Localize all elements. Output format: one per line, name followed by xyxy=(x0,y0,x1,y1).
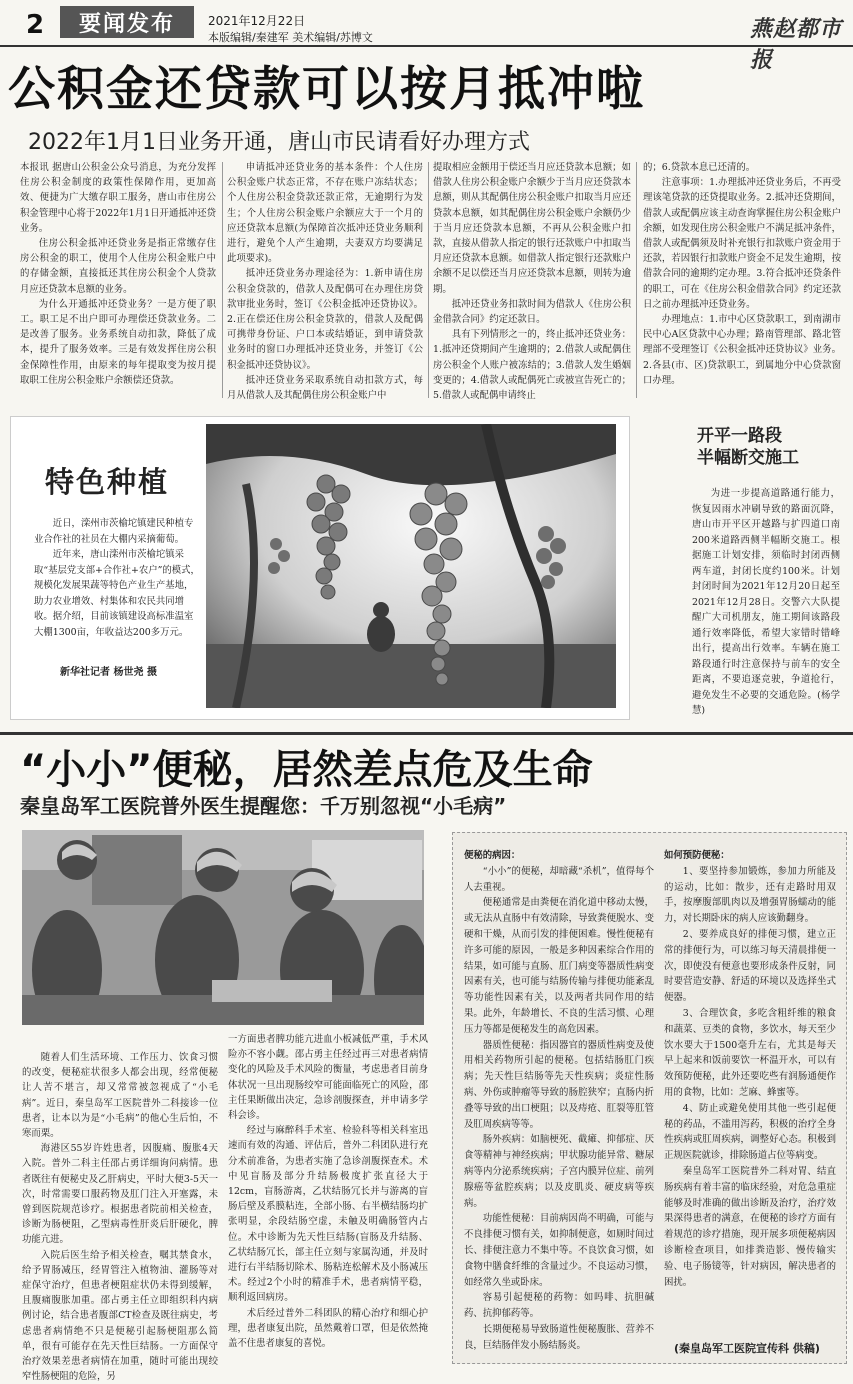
article1-paragraph: 抵冲还贷业务办理途径为：1.新申请住房公积金贷款的，借款人及配偶可在办理住房贷款审批业务时，签订《公积金抵冲还贷协议》。2.正在偿还住房公积金贷款的，借款人及配偶可携带身份证、户口本或结婚证，到申请贷款业务时的窗口办理抵冲还贷业务，并签订《公积金抵冲还贷协议》。 xyxy=(227,268,423,371)
causes-paragraph: 器质性便秘：指因器官的器质性病变及使用相关药物所引起的便秘。包括结肠肛门疾病；先天性巨结肠等先天性疾病；炎症性肠病、外伤或肿瘤等导致的肠腔狭窄；直肠内折叠等导致的出口梗阻；以及痔疮、肛裂等肛管及肛周疾病等等。 xyxy=(464,1039,654,1130)
column-divider xyxy=(636,162,637,398)
sidebar-credit: (秦皇岛军工医院宣传科 供稿) xyxy=(674,1342,820,1355)
constipation-causes xyxy=(464,848,654,1354)
road-notice-title-line: 半幅断交施工 xyxy=(697,448,799,468)
article1-column-2 xyxy=(227,160,423,403)
article2-paragraph: 随着人们生活环境、工作压力、饮食习惯的改变，便秘症状很多人都会出现，经常便秘让人苦不堪言，却又常常被忽视成了“小毛病”。近日，秦皇岛军工医院普外二科接诊一位患者，让本以为是“小毛病”的他心生后怕，不寒而栗。 xyxy=(22,1052,218,1140)
article1-paragraph: 为什么开通抵冲还贷业务？一是方便了职工。职工足不出户即可办理偿还贷款业务。二是改善了服务。业务系统自动扣款，降低了成本，提升了服务效率。三是有效发挥住房公积金保障性作用，由原来的每年提取变为按月提取职工住房公积金账户余额偿还贷款。 xyxy=(20,298,216,386)
feature-caption-paragraph: 近年来，唐山滦州市茨榆坨镇采取“基层党支部+合作社+农户”的模式，规模化发展果蔬等特色产业生产基地，助力农业增效、村集体和农民共同增收。据介绍，目前该镇建设高标准温室大棚1300亩，年收益达200多万元。 xyxy=(34,549,200,638)
article1-paragraph: 住房公积金抵冲还贷业务是指正常缴存住房公积金的职工，使用个人住房公积金账户中的存储金额，直接抵还其住房公积金个人贷款月应还贷款本息额的业务。 xyxy=(20,238,216,295)
article2-paragraph: 海港区55岁许姓患者，因腹痛、腹胀4天入院。普外二科主任邵占勇详细询问病情。患者既往有便秘史及乙肝病史，平时大便3-5天一次，时常需要口服药物及肛门注入开塞露，未曾到医院规范诊疗。根据患者院前相关检查，诊断为肠梗阻，乙型病毒性肝炎后肝硬化，脾功能亢进。 xyxy=(22,1143,218,1246)
article1-column-4 xyxy=(643,160,841,388)
feature-caption-paragraph: 近日，滦州市茨榆坨镇建民种植专业合作社的社员在大棚内采摘葡萄。 xyxy=(34,518,194,545)
article2-subheadline: 秦皇岛军工医院普外医生提醒您：千万别忽视“小毛病” xyxy=(20,794,507,818)
article2-paragraph: 术后经过普外二科团队的精心治疗和细心护理，患者康复出院，虽然戴着口罩，但是依然掩盖不住患者康复的喜悦。 xyxy=(228,1307,428,1350)
causes-paragraph: 便秘通常是由粪便在消化道中移动太慢，或无法从直肠中有效清除，导致粪便脱水、变硬和干燥，从而引发的排便困难。慢性便秘有许多可能的原因，一般是多种因素综合作用的结果，如可能与直肠、肛门病变等器质性病变因素有关，也可能与结肠传输与排便功能紊乱等功能性因素有关，以及两者共同作用的结果。此外，年龄增长、不良的生活习惯、心理压力等都是便秘发生的高危因素。 xyxy=(464,897,654,1035)
article2-column-2 xyxy=(228,1032,428,1351)
constipation-prevention xyxy=(664,848,836,1290)
prevention-heading: 如何预防便秘： xyxy=(664,850,730,861)
causes-paragraph: 长期便秘易导致肠道性便秘腹胀、营养不良，巨结肠伴发小肠结肠炎。 xyxy=(464,1323,654,1351)
road-notice-title-line: 开平一路段 xyxy=(697,426,782,446)
article1-paragraph: 抵冲还贷业务采取系统自动扣款方式，每月从借款人及其配偶住房公积金账户中 xyxy=(227,374,423,402)
article1-paragraph: 的；6.贷款本息已还清的。 xyxy=(643,162,756,173)
article1-paragraph: 提取相应金额用于偿还当月应还贷款本息额；如借款人住房公积金账户余额少于当月应还贷款本息额，则从其配偶住房公积金账户扣取当月应还贷款本息额，如其配偶住房公积金账户余额仍少于当月应还贷款本息额，不再从公积金账户扣款，直接从借款人指定的银行还款账户中扣取当月应还贷款本息额。如借款人指定银行还款账户余额不足以偿还当月应还贷款本息额，则转为逾期。 xyxy=(433,162,631,295)
editors-credit: 本版编辑/秦建军 美术编辑/苏博文 xyxy=(208,31,373,44)
article2-paragraph: 一方面患者脾功能亢进血小板减低严重，手术风险亦不容小觑。邵占勇主任经过再三对患者病情变化的风险及手术风险的衡量，考虑患者目前身体状况一旦出现肠绞窄可能面临死亡的风险，邵主任果断做出决定，急诊剖腹探查，并申请多学科会诊。 xyxy=(228,1034,428,1122)
column-divider xyxy=(222,162,223,398)
article1-subheadline: 2022年1月1日业务开通，唐山市民请看好办理方式 xyxy=(28,130,530,155)
header-rule xyxy=(0,45,853,47)
issue-date: 2021年12月22日 xyxy=(208,14,306,28)
section-tag: 要闻发布 xyxy=(60,6,194,38)
road-notice-body xyxy=(692,486,840,719)
surgery-photo xyxy=(22,830,424,1025)
road-notice-title xyxy=(697,425,799,469)
masthead-logo: 燕赵都市报 xyxy=(750,16,843,73)
feature-caption xyxy=(34,516,200,640)
prevention-paragraph: 4、防止或避免使用其他一些引起便秘的药品，不滥用泻药，积极的治疗全身性疾病或肛周疾病，调整好心态。积极到正规医院就诊，排除肠道占位等病变。 xyxy=(664,1102,836,1162)
causes-paragraph: 容易引起便秘的药物：如吗啡、抗胆碱药、抗抑郁药等。 xyxy=(464,1292,654,1320)
prevention-paragraph: 1、要坚持参加锻炼，参加力所能及的运动，比如：散步，还有走路时用双手，按摩腹部肌肉以及增强胃肠蠕动的能力，对长期卧床的病人应该勤翻身。 xyxy=(664,865,836,925)
article1-column-3 xyxy=(433,160,631,403)
road-notice-paragraph: 为进一步提高道路通行能力，恢复因雨水冲刷导致的路面沉降，唐山市开平区开越路与扩四道口南200米道路西侧半幅断交施工。根据施工计划安排，须临时封闭西侧两车道，封闭长度约100米。计划封闭时间为2021年12月20日起至2021年12月28日。交警六大队提醒广大司机朋友，施工期间该路段通行效率降低，希望大家错时错峰出行，提高出行效率。车辆在施工路段通行时注意保持与前车的安全距离，不要追逐竞驶，争道抢行，避免发生不必要的交通危险。(杨学慧) xyxy=(692,488,840,716)
prevention-paragraph: 2、要养成良好的排便习惯，建立正常的排便行为，可以练习每天清晨排便一次，即使没有便意也要形成条件反射，同时要营造安静、舒适的环境以及选择坐式便器。 xyxy=(664,928,836,1004)
feature-title: 特色种植 xyxy=(45,465,170,499)
prevention-paragraph: 秦皇岛军工医院普外二科对胃、结直肠疾病有着丰富的临床经验，对危急重症能够及时准确的做出诊断及治疗，治疗效果深得患者的满意，在便秘的诊疗方面有着规范的诊疗措施，现开展多项便秘病因诊断检查项目，如排粪造影、慢传输实验、电子肠镜等，针对病因，解决患者的困扰。 xyxy=(664,1165,836,1288)
section-rule xyxy=(0,732,853,735)
article1-column-1 xyxy=(20,160,216,388)
prevention-paragraph: 3、合理饮食，多吃含粗纤维的粮食和蔬菜、豆类的食物，多饮水，每天至少饮水要大于1500毫升左右，尤其是每天早上起来和饭前要饮一杯温开水，可以有效预防便秘，此外还要吃些有润肠通便作用的食物，比如：芝麻、蜂蜜等。 xyxy=(664,1007,836,1098)
article2-column-1 xyxy=(22,1050,218,1384)
grape-vineyard-photo xyxy=(206,424,616,708)
causes-heading: 便秘的病因： xyxy=(464,850,521,861)
feature-photo-credit: 新华社记者 杨世尧 摄 xyxy=(60,667,157,678)
article2-paragraph: 经过与麻醉科手术室、检验科等相关科室迅速而有效的沟通、评估后，普外二科团队进行充分术前准备，为患者实施了急诊剖腹探查术。术中见盲肠及部分升结肠极度扩张直径大于12cm，盲肠游离，乙状结肠冗长并与游离的盲肠后壁及系膜粘连，全部小肠、右半横结肠均扩张明显，余段结肠空虚，未触及明确肠管内占位。术中诊断为先天性巨结肠(盲肠及升结肠、乙状结肠冗长，部主任立刻与家属沟通，并及时进行右半结肠切除术、肠粘连松解术及小肠减压术。经过2个小时的精准手术，患者病情平稳，顺利返回病房。 xyxy=(228,1125,428,1304)
causes-paragraph: “小小”的便秘，却暗藏“杀机”，值得每个人去重视。 xyxy=(464,865,654,893)
column-divider xyxy=(428,162,429,398)
article1-paragraph: 抵冲还贷业务扣款时间为借款人《住房公积金借款合同》约定还款日。 xyxy=(433,298,631,326)
article1-paragraph: 具有下列情形之一的，终止抵冲还贷业务：1.抵冲还贷期间产生逾期的；2.借款人或配偶住房公积金个人账户被冻结的；3.借款人发生婚姻变更的；4.借款人或配偶死亡或被宣告死亡的；5.借款人或配偶申请终止 xyxy=(433,329,631,402)
article1-paragraph: 办理地点：1.市中心区贷款职工，到南湖市民中心A区贷款中心办理；路南管理部、路北管理部不受理签订《公积金抵冲还贷协议》业务。2.各县(市、区)贷款职工，到属地分中心贷款窗口办理。 xyxy=(643,314,841,386)
article2-headline: “小小”便秘，居然差点危及生命 xyxy=(20,747,593,793)
causes-paragraph: 功能性便秘：目前病因尚不明确，可能与不良排便习惯有关，如抑制便意，如厕时间过长、排便注意力不集中等。不良饮食习惯，如食物中膳食纤维的含量过少。不良运动习惯，如经常久坐或卧床。 xyxy=(464,1213,654,1288)
article1-headline: 公积金还贷款可以按月抵冲啦 xyxy=(8,62,645,117)
article2-paragraph: 入院后医生给予相关检查，嘱其禁食水，给予胃肠减压，经胃管注入植物油、灌肠等对症保守治疗，但患者梗阻症状仍未得到缓解，且腹痛腹胀加重。邵占勇主任立即组织科内病例讨论，结合患者腹部CT检查及既往病史，考虑患者病情绝不只是便秘引起肠梗阻那么简单，很有可能存在先天性巨结肠。一方面保守治疗效果差患者病情在加重，随时可能出现绞窄性肠梗阻的危险，另 xyxy=(22,1249,218,1383)
article1-paragraph: 注意事项：1.办理抵冲还贷业务后，不再受理该笔贷款的还贷提取业务。2.抵冲还贷期间，借款人或配偶应该主动查询掌握住房公积金账户余额，如发现住房公积金账户不满足抵冲条件，借款人或配偶须及时补充银行扣款账户资金用于还款，若因银行扣款账户资金不足发生逾期，按借款合同的逾期约定办理。3.符合抵冲还贷条件的职工，可在《住房公积金借款合同》约定还款日之前办理抵冲还贷业务。 xyxy=(643,177,841,310)
page-number: 2 xyxy=(26,10,45,40)
causes-paragraph: 肠外疾病：如脑梗死、截瘫、抑郁症、厌食等精神与神经疾病；甲状腺功能异常、糖尿病等内分泌系统疾病；子宫内膜异位症、前列腺癌等盆腔疾病；以及皮肌炎、硬皮病等疾病。 xyxy=(464,1134,654,1209)
article1-paragraph: 本报讯 据唐山公积金公众号消息，为充分发挥住房公积金制度的政策性保障作用，更加高效、便捷为广大缴存职工服务，唐山市住房公积金管理中心将于2022年1月1日开通抵冲还贷业务。 xyxy=(20,162,216,234)
article1-paragraph: 申请抵冲还贷业务的基本条件：个人住房公积金账户状态正常，不存在账户冻结状态；个人住房公积金贷款还款正常，无逾期行为发生；个人住房公积金账户余额应大于一个月的应还贷款本息额(为保障首次抵冲还贷业务顺利进行，避免个人产生逾期，夫妻双方均要满足此项要求)。 xyxy=(227,162,423,265)
